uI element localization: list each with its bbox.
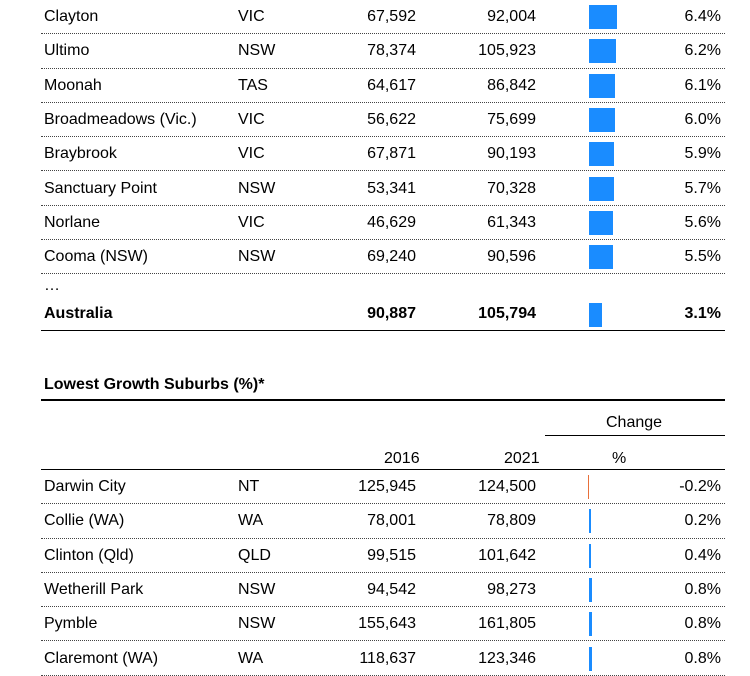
highest-growth-table — [41, 0, 725, 340]
state-cell: NSW — [238, 615, 276, 633]
total-row — [41, 298, 725, 331]
value-2016-cell: 78,374 — [367, 42, 416, 60]
value-2021-cell: 124,500 — [478, 478, 536, 495]
table-row — [41, 470, 725, 504]
table-row — [41, 504, 725, 538]
state-cell: VIC — [238, 145, 265, 163]
state-cell: WA — [238, 512, 264, 530]
change-bar — [589, 509, 591, 533]
suburb-cell: Collie (WA) — [44, 512, 125, 530]
change-pct-cell: 0.2% — [684, 512, 721, 530]
change-pct-cell: 0.8% — [684, 615, 721, 633]
change-pct-cell: 0.8% — [684, 649, 721, 667]
value-2016-cell: 56,622 — [367, 110, 416, 128]
suburb-cell: Cooma (NSW) — [44, 248, 149, 266]
change-pct-cell: 6.4% — [684, 8, 721, 25]
suburb-cell: Broadmeadows (Vic.) — [44, 110, 197, 128]
change-pct-cell: 0.4% — [684, 546, 721, 564]
change-bar — [589, 211, 613, 235]
value-2016-cell: 67,592 — [367, 8, 416, 25]
table-row — [41, 0, 725, 34]
col-header-2021: 2021 — [504, 450, 540, 467]
section-title: Lowest Growth Suburbs (%)* — [44, 376, 265, 393]
suburb-cell: Clayton — [44, 8, 99, 25]
change-pct-cell: 6.2% — [684, 42, 721, 60]
change-pct-cell: 0.8% — [684, 580, 721, 598]
value-2016-cell: 69,240 — [367, 248, 416, 266]
value-2021-cell: 161,805 — [478, 615, 536, 633]
ellipsis-cell: … — [44, 277, 60, 295]
suburb-cell: Wetherill Park — [44, 580, 144, 598]
table-row — [41, 607, 725, 641]
change-bar — [589, 544, 591, 568]
change-bar — [589, 578, 592, 602]
value-2021-cell: 75,699 — [487, 110, 536, 128]
state-cell: NSW — [238, 42, 276, 60]
change-pct-cell: 5.6% — [684, 213, 721, 231]
change-pct-cell: 5.9% — [684, 145, 721, 163]
value-2016-cell: 67,871 — [367, 145, 416, 163]
value-2021-cell: 105,923 — [478, 42, 536, 60]
change-bar — [589, 108, 615, 132]
state-cell: QLD — [238, 546, 271, 564]
suburb-cell: Sanctuary Point — [44, 179, 157, 197]
change-pct-cell: 5.5% — [684, 248, 721, 266]
value-2021-cell: 90,596 — [487, 248, 536, 266]
change-pct-cell: 6.1% — [684, 76, 721, 94]
table-row — [41, 34, 725, 68]
change-pct-cell: 5.7% — [684, 179, 721, 197]
value-2016-cell: 99,515 — [367, 546, 416, 564]
change-bar — [589, 612, 592, 636]
value-2021-cell: 61,343 — [487, 213, 536, 231]
value-2016-cell: 53,341 — [367, 179, 416, 197]
table-row — [41, 240, 725, 274]
suburb-cell: Norlane — [44, 213, 101, 231]
suburb-cell: Pymble — [44, 615, 98, 633]
state-cell: VIC — [238, 110, 265, 128]
change-bar — [589, 39, 616, 63]
table-row — [41, 69, 725, 103]
value-2021-cell: 78,809 — [487, 512, 536, 530]
value-2016-cell: 46,629 — [367, 213, 416, 231]
change-bar — [589, 245, 613, 269]
state-cell: TAS — [238, 76, 268, 94]
suburb-cell: Claremont (WA) — [44, 649, 159, 667]
col-header-2016: 2016 — [384, 450, 420, 467]
value-2021-cell: 90,193 — [487, 145, 536, 163]
value-2016-cell: 78,001 — [367, 512, 416, 530]
lowest-growth-table — [41, 470, 725, 675]
suburb-cell: Braybrook — [44, 145, 117, 163]
title-rule — [41, 399, 725, 401]
state-cell: NSW — [238, 248, 276, 266]
value-2016-cell: 118,637 — [359, 649, 416, 667]
value-2021-cell: 101,642 — [478, 546, 536, 564]
change-header: Change — [606, 414, 663, 431]
state-cell: NT — [238, 478, 260, 495]
change-pct-cell: 6.0% — [684, 110, 721, 128]
total-2021-cell: 105,794 — [478, 305, 536, 323]
value-2016-cell: 155,643 — [358, 615, 416, 633]
value-2016-cell: 94,542 — [367, 580, 416, 598]
col-header-pct: % — [612, 450, 627, 467]
table-row — [41, 103, 725, 137]
table-row — [41, 172, 725, 206]
value-2016-cell: 64,617 — [367, 76, 416, 94]
suburb-cell: Moonah — [44, 76, 102, 94]
ellipsis-row — [41, 274, 725, 298]
change-bar — [589, 303, 602, 327]
suburb-cell: Ultimo — [44, 42, 90, 60]
value-2016-cell: 125,945 — [358, 478, 416, 495]
value-2021-cell: 98,273 — [487, 580, 536, 598]
state-cell: NSW — [238, 179, 276, 197]
state-cell: VIC — [238, 213, 265, 231]
value-2021-cell: 70,328 — [487, 179, 536, 197]
state-cell: WA — [238, 649, 264, 667]
change-pct-cell: -0.2% — [679, 478, 721, 495]
value-2021-cell: 86,842 — [487, 76, 536, 94]
table-row — [41, 137, 725, 171]
value-2021-cell: 92,004 — [487, 8, 536, 25]
table-row — [41, 206, 725, 240]
suburb-cell: Clinton (Qld) — [44, 546, 134, 564]
change-bar — [589, 142, 614, 166]
change-bar — [588, 475, 590, 499]
change-bar — [589, 74, 615, 98]
change-bar — [589, 5, 617, 29]
change-header-rule — [545, 435, 725, 436]
total-label-cell: Australia — [44, 305, 113, 323]
change-bar — [589, 177, 614, 201]
state-cell: NSW — [238, 580, 276, 598]
table-row — [41, 539, 725, 573]
state-cell: VIC — [238, 8, 265, 25]
change-bar — [589, 647, 592, 671]
total-change-cell: 3.1% — [684, 305, 721, 323]
value-2021-cell: 123,346 — [478, 649, 536, 667]
table-row — [41, 573, 725, 607]
total-2016-cell: 90,887 — [367, 305, 416, 323]
suburb-cell: Darwin City — [44, 478, 126, 495]
table-row — [41, 642, 725, 676]
